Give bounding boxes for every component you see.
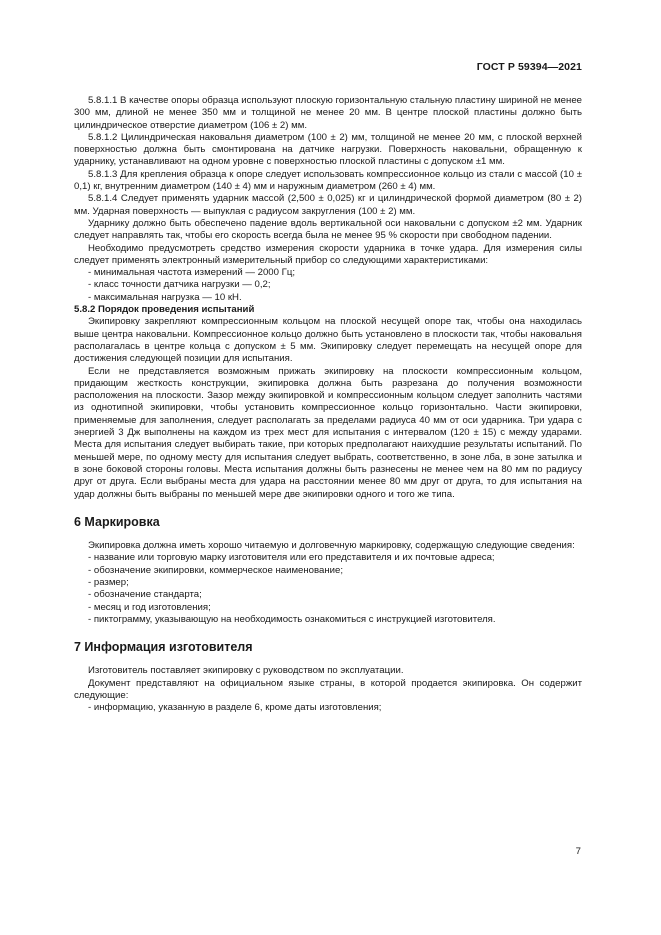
paragraph-marking-intro: Экипировка должна иметь хорошо читаемую и долговечную маркировку, содержащую следующие сведения:: [88, 540, 575, 552]
section-7-heading: 7 Информация изготовителя: [74, 640, 253, 655]
paragraph-5-8-1-3: 5.8.1.3 Для крепления образца к опоре следует использовать компрессионное кольцо из стали с массой (10 ± 0,1) кг, внутренним диаметром (140 ± 4) мм и наружным диаметром (260 ± 4) мм.: [74, 168, 582, 193]
page-number: 7: [575, 846, 581, 857]
list-item: - информацию, указанную в разделе 6, кроме даты изготовления;: [88, 702, 382, 714]
list-item: - минимальная частота измерений — 2000 Гц;: [88, 267, 295, 279]
paragraph-5-8-1-4: 5.8.1.4 Следует применять ударник массой (2,500 ± 0,025) кг и цилиндрической формой диаметром (80 ± 2) мм. Ударная поверхность — выпуклая с радиусом закругления (100 ± 2) мм.: [74, 193, 582, 217]
document-code: ГОСТ Р 59394—2021: [476, 61, 582, 73]
subheading-5-8-2: 5.8.2 Порядок проведения испытаний: [74, 304, 255, 316]
document-body: [74, 95, 582, 715]
list-item: - месяц и год изготовления;: [88, 601, 211, 613]
paragraph-measurement: Необходимо предусмотреть средство измерения скорости ударника в точке удара. Для измерения силы следует применять электронный измерительный прибор со следующими характеристиками:: [74, 242, 582, 266]
paragraph-manufacturer-2: Документ представляют на официальном языке страны, в которой продается экипировка. Он содержит следующие:: [74, 677, 582, 702]
paragraph-5-8-1-1: 5.8.1.1 В качестве опоры образца используют плоскую горизонтальную стальную пластину шириной не менее 300 мм, длиной не менее 350 мм и толщиной не менее 20 мм. В центре плоской пластины должно быть цилиндрическое отверстие диаметром (106 ± 2) мм.: [74, 95, 582, 131]
paragraph-manufacturer-1: Изготовитель поставляет экипировку с руководством по эксплуатации.: [88, 665, 404, 677]
paragraph-procedure-1: Экипировку закрепляют компрессионным кольцом на плоской несущей опоре так, чтобы она находилась выше центра наковальни. Компрессионное кольцо должно быть установлено в плоскости так, чтобы наковальня располагалась в центре кольца с допуском ± 5 мм. Экипировку следует перемещать на несущей опоре для достижения следующей позиции для испытания.: [74, 316, 582, 365]
paragraph-5-8-1-2: 5.8.1.2 Цилиндрическая наковальня диаметром (100 ± 2) мм, толщиной не менее 20 мм, с плоской верхней поверхностью должна быть смонтирована на датчике нагрузки. Поверхность наковальни, обращенную к ударнику, устанавливают на одном уровне с поверхностью плоской пластины с допуском ±1 мм.: [74, 131, 582, 168]
paragraph-striker-guide: Ударнику должно быть обеспечено падение вдоль вертикальной оси наковальни с допуском ±2 мм. Ударник следует направлять так, чтобы его скорость всегда была не менее 95 % скорости при свободном падении.: [74, 217, 582, 242]
list-item: - обозначение экипировки, коммерческое наименование;: [88, 564, 343, 576]
paragraph-procedure-2: Если не представляется возможным прижать экипировку на плоскости компрессионным кольцом, придающим жесткость конструкции, экипировка должна быть разрезана до получения возможности расположения на плоскости. Зазор между экипировкой и компрессионным кольцом следует заполнить частями из однотипной экипировки, чтобы установить компрессионное кольцо горизонтально. Части экипировки, применяемые для заполнения, следует располагать за пределами радиуса 40 мм от оси ударника. Три удара с энергией 3 Дж выполнены на каждом из трех мест для испытания с интервалом (120 ± 15) с между ударами. Места для испытания следует выбирать такие, при которых предполагают наихудшие результаты испытаний. По меньшей мере, по одному месту для испытания следует выбрать, соответственно, в зоне лба, в зоне затылка и в зоне боковой стороны головы. Места испытания должны быть разнесены не менее чем на 80 мм по радиусу друг от друга. Если выбраны места для удара на расстоянии менее 80 мм друг от друга, то для испытания на удар должны быть выбраны по меньшей мере две экипировки одного и того же типа.: [74, 365, 582, 500]
list-item: - название или торговую марку изготовителя или его представителя и их почтовые адреса;: [88, 552, 495, 564]
list-item: - пиктограмму, указывающую на необходимость ознакомиться с инструкцией изготовителя.: [88, 613, 496, 625]
list-item: - размер;: [88, 576, 129, 588]
list-item: - обозначение стандарта;: [88, 589, 202, 601]
section-6-heading: 6 Маркировка: [74, 514, 160, 529]
list-item: - максимальная нагрузка — 10 кН.: [88, 291, 242, 303]
list-item: - класс точности датчика нагрузки — 0,2;: [88, 279, 271, 291]
